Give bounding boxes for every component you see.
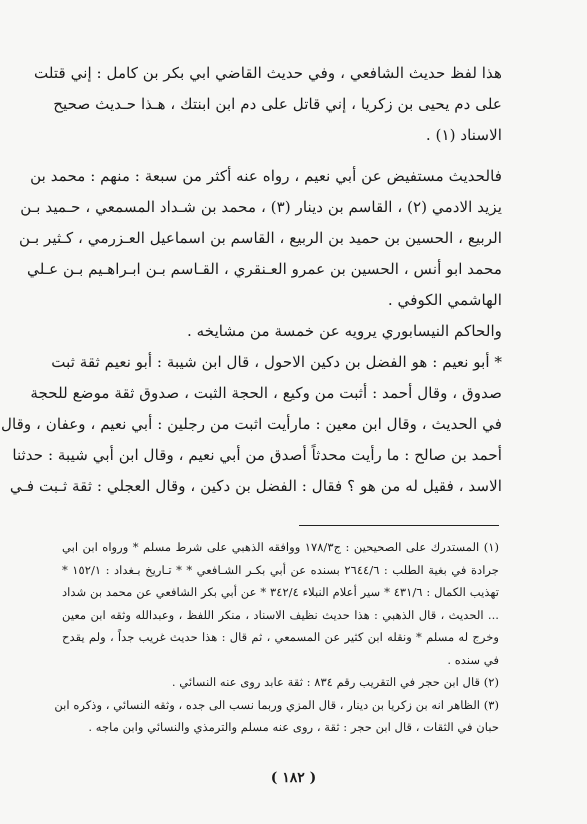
text-line: الربيع ، الحسين بن حميد بن الربيع ، القاسم بن اسماعيل العـزرمي ، كـثير بـن (18, 229, 502, 247)
footnote-1 (62, 536, 499, 671)
page-number: ( ١٨٢ ) (270, 770, 317, 786)
text-line: الاسناد (١) . (425, 126, 502, 144)
text-line: في الحديث ، وقال ابن معين : مارأيت اثبت من رجلين : أبي نعيم ، وعفان ، وقال (0, 415, 502, 433)
text-line: فالحديث مستفيض عن أبي نعيم ، رواه عنه أكثر من سبعة : منهم : محمد بن (30, 167, 502, 185)
footnote-2 (62, 671, 499, 694)
text-line: هذا لفظ حديث الشافعي ، وفي حديث القاضي ابي بكر بن كامل : إني قتلت (33, 64, 502, 82)
paragraph-4 (0, 347, 502, 502)
text-line: الهاشمي الكوفي . (387, 291, 502, 309)
text-line: صدوق ، وقال أحمد : أثبت من وكيع ، الحجة الثبت ، صدوق ثقة موضع للحجة (30, 384, 502, 402)
footnote-line: وخرج له مسلم * ونقله ابن كثير عن المسمعي ، ثم قال : هذا حديث غريب جداً ، ولم يقدح (62, 630, 499, 644)
text-line: أحمد بن صالح : ما رأيت محدثاً أصدق من أبي نعيم ، وقال ابن أبي شيبة : حدثنا (12, 446, 502, 464)
footnotes (54, 536, 499, 739)
footnote-line: (١) المستدرك على الصحيحين : ج١٧٨/٣ ووافقه الذهبي على شرط مسلم * ورواه ابن ابي (62, 540, 499, 554)
footnote-line: ... الحديث ، قال الذهبي : هذا حديث نظيف الاسناد ، منكر اللفظ ، وعبدالله وثقه ابن معين (62, 607, 499, 622)
text-line: يزيد الادمي (٢) ، القاسم بن دينار (٣) ، محمد بن شـداد المسمعي ، حـميد بـن (20, 198, 502, 216)
footnote-line: جرادة في بغية الطلب : ٢٦٤٤/٦ بسنده عن أبي بكـر الشـافعي * * تـاريخ بـغداد : ١٥٢/١ * (62, 562, 499, 577)
footnote-line: في سنده . (447, 652, 499, 667)
footnote-line: (٢) قال ابن حجر في التقريب رقم ٨٣٤ : ثقة عابد روى عنه النسائي . (171, 675, 499, 689)
footnote-line: تهذيب الكمال : ٤٣١/٦ * سير أعلام النبلاء ٣٤٢/٤ * عن أبي بكر الشافعي عن محمد بن شداد (62, 585, 499, 599)
footnote-3 (54, 694, 499, 739)
footnote-line: (٣) الظاهر انه بن زكريا بن دينار ، قال المزي وربما نسب الى جده ، وثقه النسائي ، وذكره ابن (54, 697, 499, 712)
text-line: على دم يحيى بن زكريا ، إني قاتل على دم ابن ابنتك ، هـذا حـديث صحيح (53, 95, 502, 113)
footnote-separator (299, 525, 499, 526)
footnote-line: حبان في الثقات ، قال ابن حجر : ثقة ، روى عنه مسلم والترمذي والنسائي وابن ماجه . (88, 720, 499, 734)
text-line: والحاكم النيسابوري يرويه عن خمسة من مشايخه . (186, 322, 502, 340)
paragraph-1 (33, 58, 502, 151)
main-text (0, 58, 502, 502)
paragraph-2 (18, 161, 502, 316)
paragraph-3 (62, 316, 502, 347)
text-line: محمد ابو أنس ، الحسين بن عمرو العـنقري ، القـاسم بـن ابـراهـيم بـن عـلي (27, 260, 502, 278)
text-line: الاسد ، فقيل له من هو ؟ فقال : الفضل بن دكين ، وقال العجلي : ثقة ثـبت فـي (9, 477, 502, 495)
text-line: * أبو نعيم : هو الفضل بن دكين الاحول ، قال ابن شيبة : أبو نعيم ثقة ثبت (51, 353, 502, 371)
